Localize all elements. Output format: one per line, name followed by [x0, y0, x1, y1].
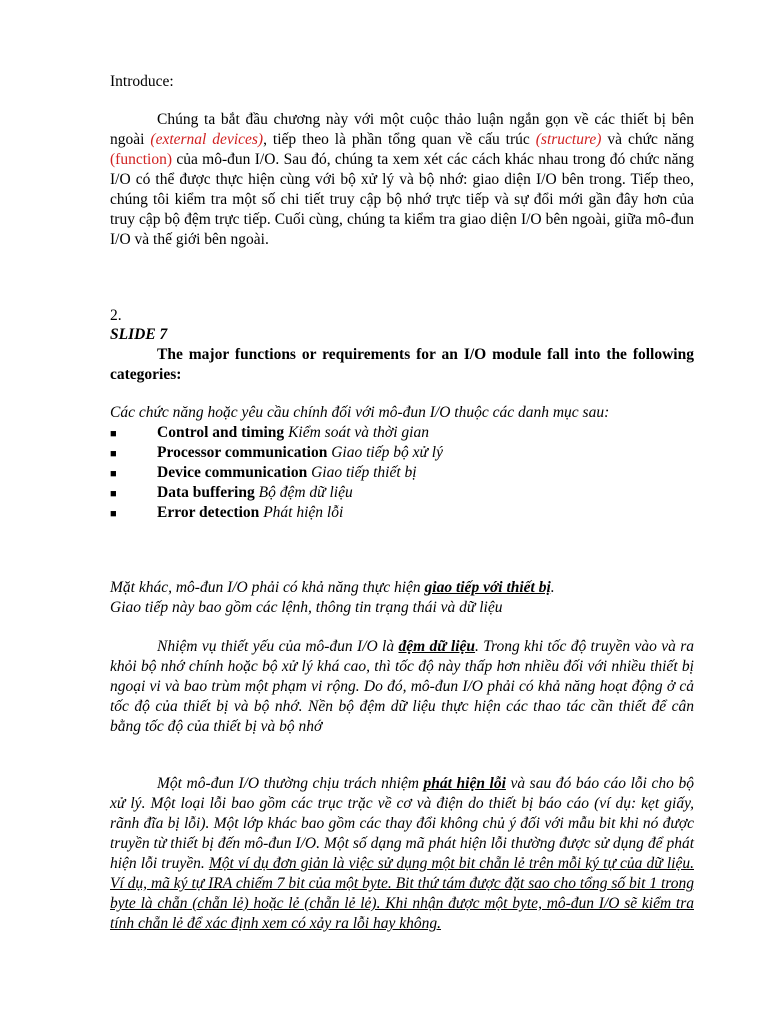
- bullet-icon: ■: [110, 428, 117, 440]
- error-text-1: Một mô-đun I/O thường chịu trách nhiệm: [157, 775, 424, 792]
- parity-example-text: Một ví dụ đơn giản là việc sử dụng một bit chẵn lẻ trên mỗi ký tự của dữ liệu. Ví dụ, mã ký tự IRA chiếm 7 bit của một byte. Bit thứ tám được đặt sao cho tổng số bit 1 trong byte là chẵn (chẵn lẻ) hoặc lẻ (chẵn lẻ lẻ). Khi nhận được một byte, mô-đun I/O sẽ kiểm tra tính chẵn lẻ để xác định xem có xảy ra lỗi hay không.: [110, 855, 694, 932]
- device-communication-paragraph: [110, 578, 694, 618]
- intro-heading: Introduce:: [110, 73, 174, 90]
- intro-text-4: của mô-đun I/O. Sau đó, chúng ta xem xét các cách khác nhau trong đó chức năng I/O có thể được thực hiện cùng với bộ xử lý và bộ nhớ: giao diện I/O bên trong. Tiếp theo, chúng tôi kiểm tra một số chi tiết truy cập bộ nhớ trực tiếp và sự đổi mới gần đây hơn của truy cập bộ đệm trực tiếp. Cuối cùng, chúng ta kiểm tra giao diện I/O bên ngoài, giữa mô-đun I/O và thế giới bên ngoài.: [110, 151, 694, 248]
- error-text-2: và sau đó báo cáo lỗi cho bộ xử lý. Một loại lỗi bao gồm các trục trặc về cơ và điện do thiết bị báo cáo (ví dụ: kẹt giấy, rãnh đĩa bị lỗi). Một lớp khác bao gồm các thay đổi không chủ ý đối với mẫu bit khi nó được truyền từ thiết bị đến mô-đun I/O. Một số dạng mã phát hiện lỗi thường được sử dụng để phát hiện lỗi truyền.: [110, 775, 694, 872]
- list-item: [110, 503, 694, 523]
- item-en: Device communication: [157, 464, 308, 481]
- bullet-icon: ■: [110, 488, 117, 500]
- intro-text-3: và chức năng: [601, 131, 695, 148]
- bullet-icon: ■: [110, 448, 117, 460]
- item-en: Error detection: [157, 504, 260, 521]
- item-en: Data buffering: [157, 484, 255, 501]
- device-line-1: [110, 578, 694, 598]
- item-en: Processor communication: [157, 444, 328, 461]
- term-structure: (structure): [535, 131, 602, 148]
- function-list: [110, 423, 694, 523]
- item-vi: Phát hiện lỗi: [263, 504, 344, 521]
- item-vi: Kiểm soát và thời gian: [288, 424, 429, 441]
- buffer-text-1: Nhiệm vụ thiết yếu của mô-đun I/O là: [157, 638, 399, 655]
- term-data-buffering: đệm dữ liệu: [398, 638, 476, 655]
- bullet-icon: ■: [110, 468, 117, 480]
- item-vi: Giao tiếp thiết bị: [311, 464, 417, 481]
- device-line-2: Giao tiếp này bao gồm các lệnh, thông tin trạng thái và dữ liệu: [110, 599, 503, 616]
- section-number: 2.: [110, 307, 122, 324]
- list-item: [110, 423, 694, 443]
- english-intro: The major functions or requirements for an I/O module fall into the following categories:: [110, 346, 694, 383]
- device-period: .: [550, 579, 555, 596]
- vietnamese-intro: Các chức năng hoặc yêu cầu chính đối với mô-đun I/O thuộc các danh mục sau:: [110, 404, 610, 421]
- device-text: Mặt khác, mô-đun I/O phải có khả năng thực hiện: [110, 579, 425, 596]
- error-detection-paragraph: [110, 774, 694, 934]
- item-en: Control and timing: [157, 424, 285, 441]
- list-item: [110, 463, 694, 483]
- term-error-detection: phát hiện lỗi: [423, 775, 506, 792]
- buffer-text-2: . Trong khi tốc độ truyền vào và ra khỏi bộ nhớ chính hoặc bộ xử lý khá cao, thì tốc độ này thấp hơn nhiều đối với nhiều thiết bị ngoại vi và bao trùm một phạm vi rộng. Do đó, mô-đun I/O phải có khả năng hoạt động ở cả tốc độ của thiết bị và bộ nhớ. Nền bộ đệm dữ liệu thực hiện các thao tác cần thiết để cân bằng tốc độ của thiết bị và bộ nhớ: [110, 638, 695, 735]
- term-function: (function): [110, 151, 172, 168]
- list-item: [110, 483, 694, 503]
- intro-paragraph: [110, 110, 694, 250]
- term-device-communication: giao tiếp với thiết bị: [424, 579, 551, 596]
- list-item: [110, 443, 694, 463]
- data-buffering-paragraph: [110, 637, 694, 737]
- slide-title: SLIDE 7: [110, 326, 168, 343]
- term-external-devices: (external devices): [150, 131, 264, 148]
- intro-text-1: Chúng ta bắt đầu chương này với một cuộc thảo luận ngắn gọn về các thiết bị bên ngoài: [110, 111, 694, 148]
- intro-text-2: , tiếp theo là phần tổng quan về cấu trúc: [263, 131, 536, 148]
- item-vi: Bộ đệm dữ liệu: [258, 484, 353, 501]
- item-vi: Giao tiếp bộ xử lý: [331, 444, 443, 461]
- bullet-icon: ■: [110, 508, 117, 520]
